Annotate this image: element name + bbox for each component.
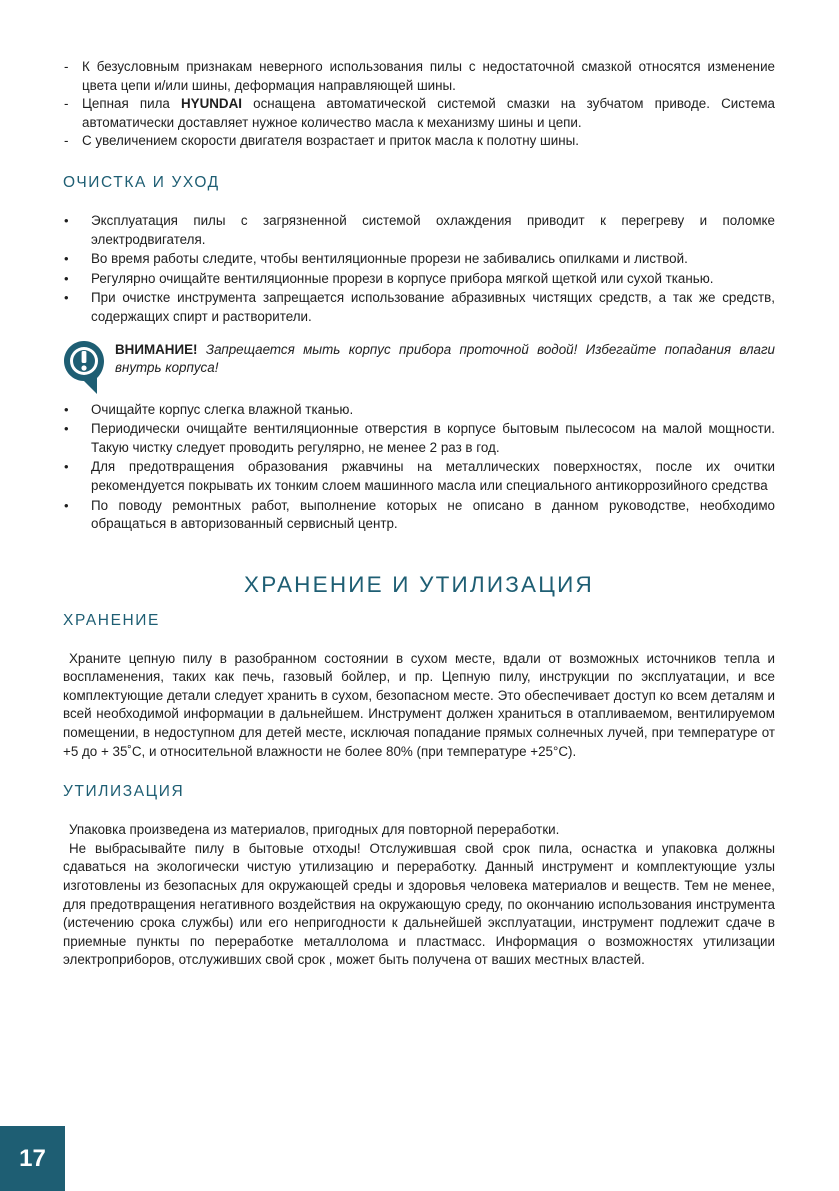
list-item: - С увеличением скорости двигателя возрастает и приток масла к полотну шины.	[63, 132, 775, 151]
disposal-heading: УТИЛИЗАЦИЯ	[63, 783, 185, 801]
exclamation-pin-icon	[63, 340, 105, 394]
warning-text: Запрещается мыть корпус прибора проточной водой! Избегайте попадания влаги внутрь корпуса!	[115, 341, 775, 376]
list-item: • Очищайте корпус слегка влажной тканью.	[63, 401, 775, 420]
disposal-paragraph-1: Упаковка произведена из материалов, пригодных для повторной переработки.	[69, 822, 560, 838]
storage-heading: ХРАНЕНИЕ	[63, 611, 160, 629]
page-content	[63, 58, 775, 970]
list-item: - Цепная пила HYUNDAI оснащена автоматической системой смазки на зубчатом приводе. Система автоматически доставляет нужное количество масла к механизму шины и цепи.	[63, 95, 775, 132]
list-item: • Во время работы следите, чтобы вентиляционные прорези не забивались опилками и листвой.	[63, 250, 775, 269]
intro-list	[63, 58, 775, 151]
storage-paragraph: Храните цепную пилу в разобранном состоянии в сухом месте, вдали от возможных источников тепла и воспламенения, таких как печь, газовый бойлер, и пр. Цепную пилу, инструкции по эксплуатации, и все комплектующие детали следует хранить в сухом, безопасном месте. Это обеспечивает доступ ко всем деталям и всей необходимой информации в дальнейшем. Инструмент должен храниться в отапливаемом, вентилируемом помещении, в недоступном для детей месте, исключая попадание прямых солнечных лучей, при температуре от +5 до + 35˚С, и относительной влажности не более 80% (при температуре +25°С).	[63, 650, 775, 759]
list-item: - К безусловным признакам неверного использования пилы с недостаточной смазкой относятся изменение цвета цепи и/или шины, деформация направляющей шины.	[63, 58, 775, 95]
list-item: • При очистке инструмента запрещается использование абразивных чистящих средств, а так же средств, содержащих спирт и растворители.	[63, 289, 775, 326]
list-item: • По поводу ремонтных работ, выполнение которых не описано в данном руководстве, необходимо обращаться в авторизованный сервисный центр.	[63, 497, 775, 534]
list-item: • Для предотвращения образования ржавчины на металлических поверхностях, после их очитки рекомендуется покрывать их тонким слоем машинного масла или специального антикоррозийного средства	[63, 458, 775, 495]
cleaning-list	[63, 212, 775, 327]
cleaning-list-2	[63, 401, 775, 534]
warning-title: ВНИМАНИЕ!	[115, 341, 198, 357]
disposal-paragraph-2: Не выбрасывайте пилу в бытовые отходы! Отслужившая свой срок пила, оснастка и упаковка должны сдаваться на экологически чистую утилизацию и переработку. Данный инструмент и комплектующие узлы изготовлены из безопасных для окружающей среды и здоровья человека материалов и веществ. Тем не менее, для предотвращения негативного воздействия на окружающую среду, по окончанию использования инструмента (истечению срока службы) или его непригодности к дальнейшей эксплуатации, инструмент подлежит сдаче в приемные пункты по переработке металлолома и пластмасс. Информация о возможностях утилизации электроприборов, отслуживших свой срок , может быть получена от ваших местных властей.	[63, 840, 775, 968]
brand-name: HYUNDAI	[180, 96, 242, 112]
section-title: ХРАНЕНИЕ И УТИЛИЗАЦИЯ	[244, 571, 594, 597]
list-item: • Регулярно очищайте вентиляционные прорези в корпусе прибора мягкой щеткой или сухой тканью.	[63, 270, 775, 289]
page-number: 17	[0, 1126, 65, 1191]
cleaning-heading: ОЧИСТКА И УХОД	[63, 173, 220, 191]
list-item: • Периодически очищайте вентиляционные отверстия в корпусе бытовым пылесосом на малой мощности. Такую чистку следует проводить регулярно, не менее 2 раз в год.	[63, 420, 775, 457]
warning-block	[63, 341, 775, 387]
list-item: • Эксплуатация пилы с загрязненной системой охлаждения приводит к перегреву и поломке электродвигателя.	[63, 212, 775, 249]
